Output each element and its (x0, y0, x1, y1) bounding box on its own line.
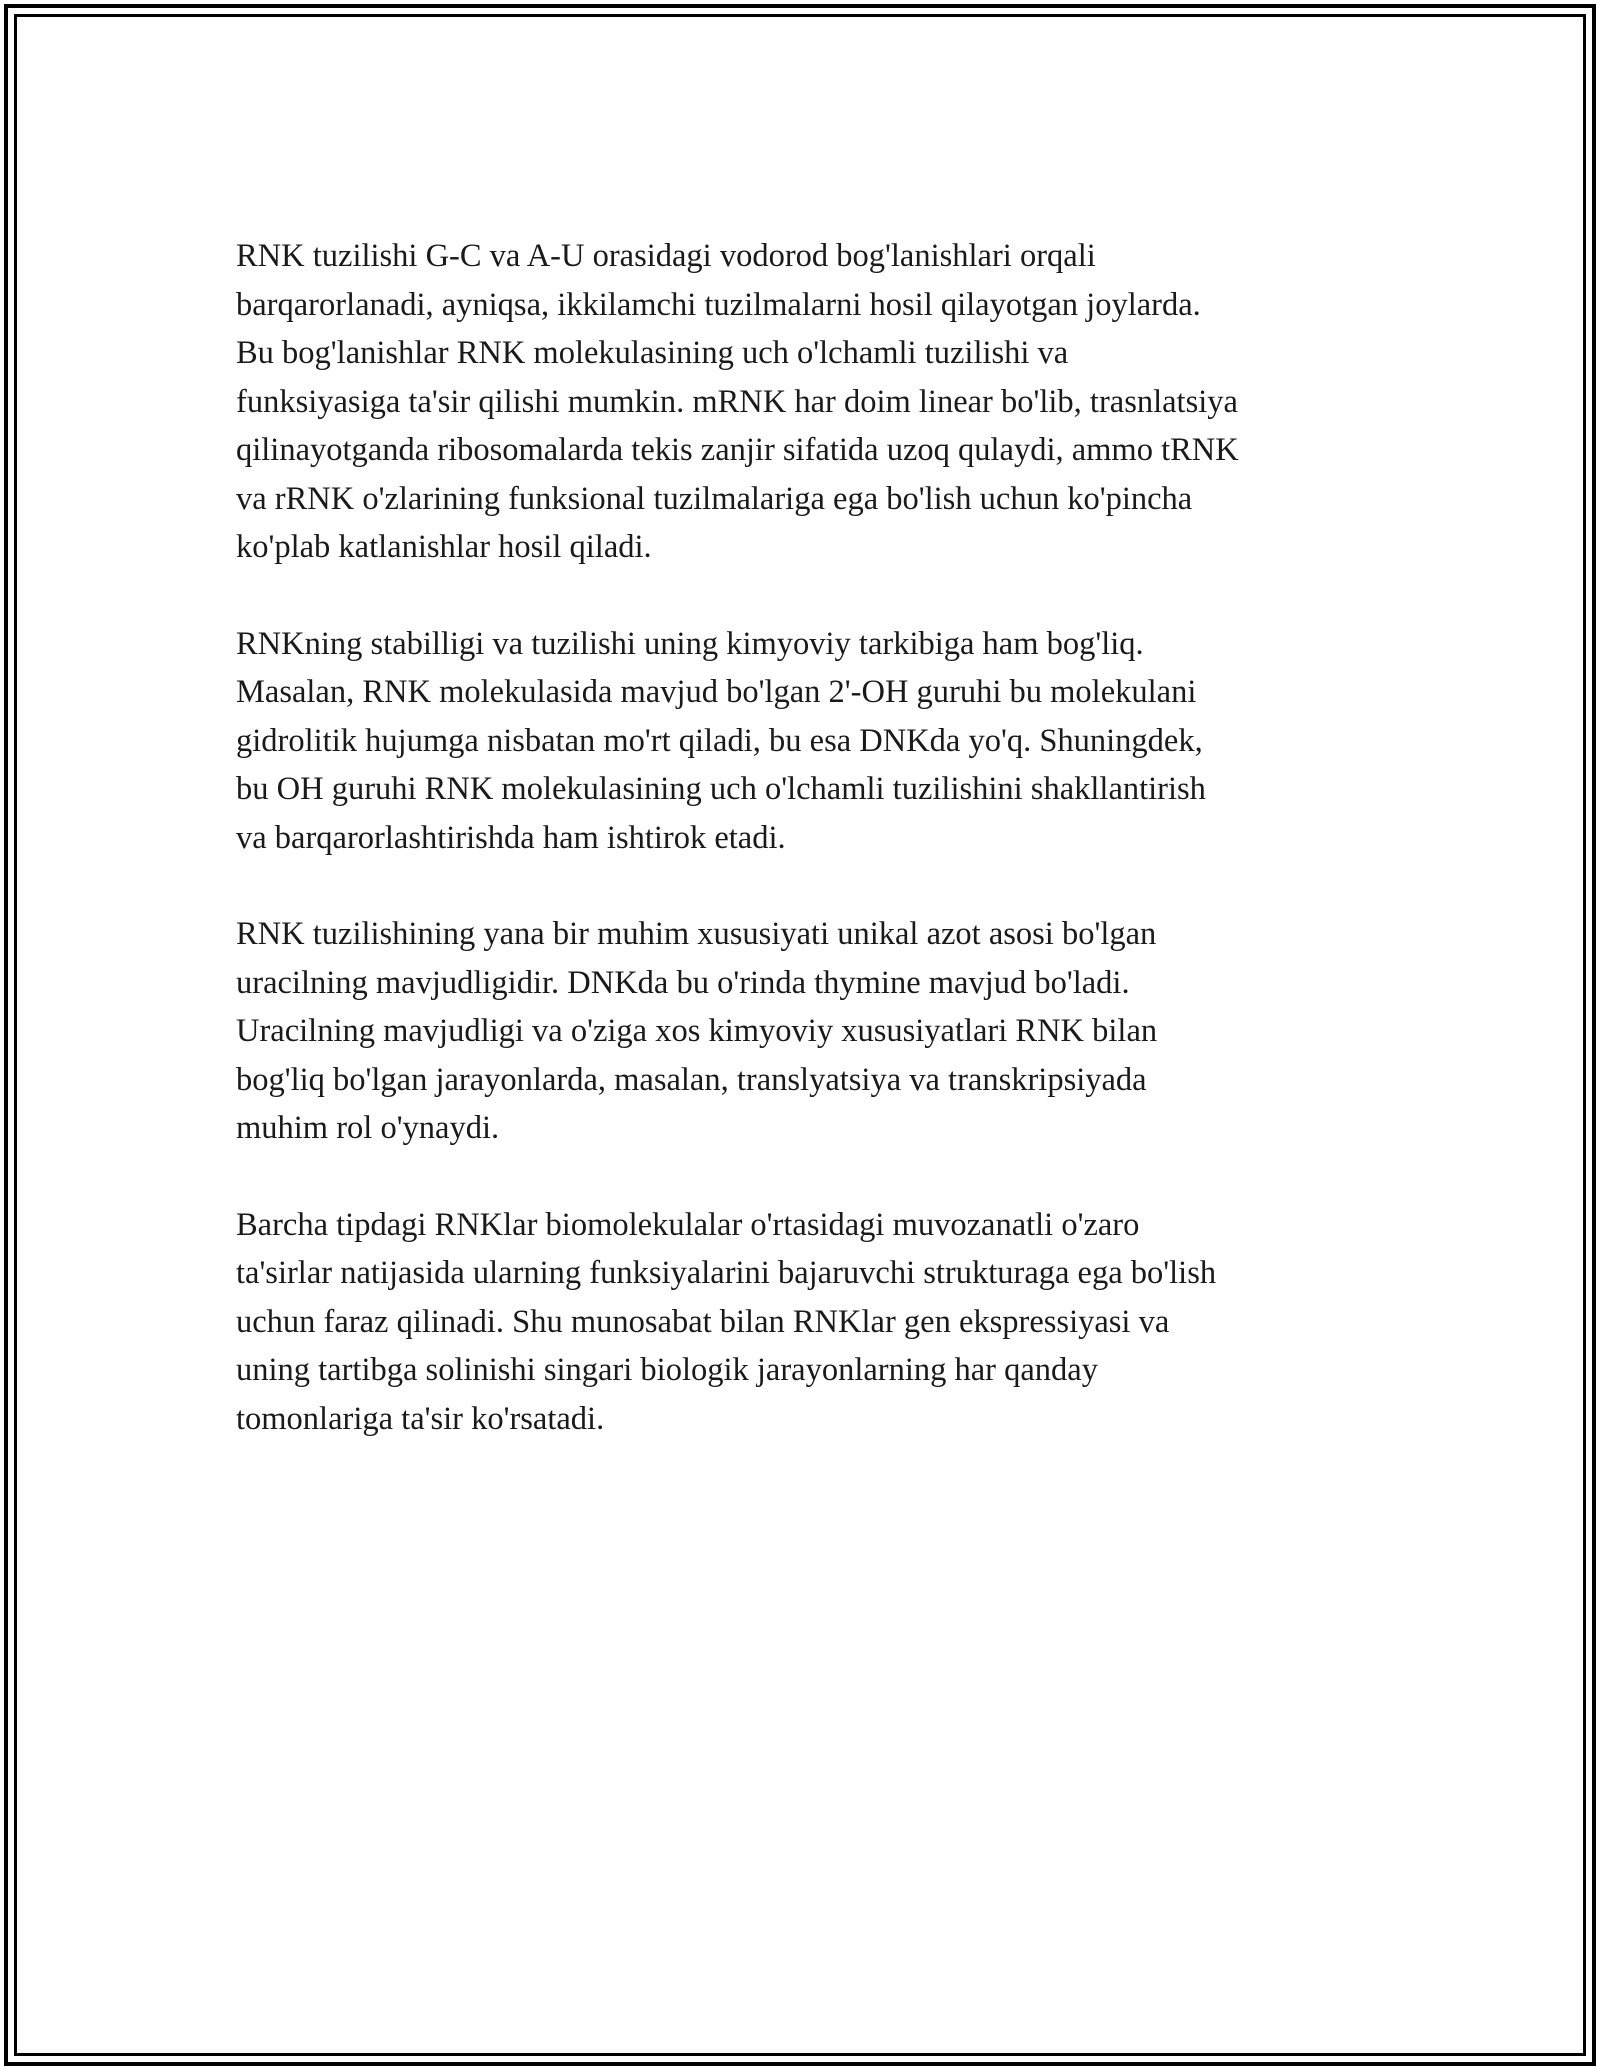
paragraph-uracil: RNK tuzilishining yana bir muhim xususiyati unikal azot asosi bo'lgan uracilning mavjudligidir. DNKda bu o'rinda thymine mavjud bo'ladi. Uracilning mavjudligi va o'ziga xos kimyoviy xususiyatlari RNK bilan bog'liq bo'lgan jarayonlarda, masalan, translyatsiya va transkripsiyada muhim rol o'ynaydi. (236, 916, 1158, 1146)
paragraph-chemical-stability: RNKning stabilligi va tuzilishi uning kimyoviy tarkibiga ham bog'liq. Masalan, RNK molekulasida mavjud bo'lgan 2'-OH guruhi bu molekulani gidrolitik hujumga nisbatan mo'rt qiladi, bu esa DNKda yo'q. Shuningdek, bu OH guruhi RNK molekulasining uch o'lchamli tuzilishini shakllantirish va barqarorlashtirishda ham ishtirok etadi. (236, 625, 1206, 856)
paragraph-rna-function: Barcha tipdagi RNKlar biomolekulalar o'rtasidagi muvozanatli o'zaro ta'sirlar natijasida ularning funksiyalarini bajaruvchi strukturaga ega bo'lish uchun faraz qilinadi. Shu munosabat bilan RNKlar gen ekspressiyasi va uning tartibga solinishi singari biologik jarayonlarning har qanday tomonlariga ta'sir ko'rsatadi. (236, 1206, 1217, 1437)
document-body (236, 232, 1386, 1491)
paragraph-hydrogen-bonds: RNK tuzilishi G-C va A-U orasidagi vodorod bog'lanishlari orqali barqarorlanadi, ayniqsa, ikkilamchi tuzilmalarni hosil qilayotgan joylarda. Bu bog'lanishlar RNK molekulasining uch o'lchamli tuzilishi va funksiyasiga ta'sir qilishi mumkin. mRNK har doim linear bo'lib, trasnlatsiya qilinayotganda ribosomalarda tekis zanjir sifatida uzoq qulaydi, ammo tRNK va rRNK o'zlarining funksional tuzilmalariga ega bo'lish uchun ko'pincha ko'plab katlanishlar hosil qiladi. (236, 238, 1239, 565)
